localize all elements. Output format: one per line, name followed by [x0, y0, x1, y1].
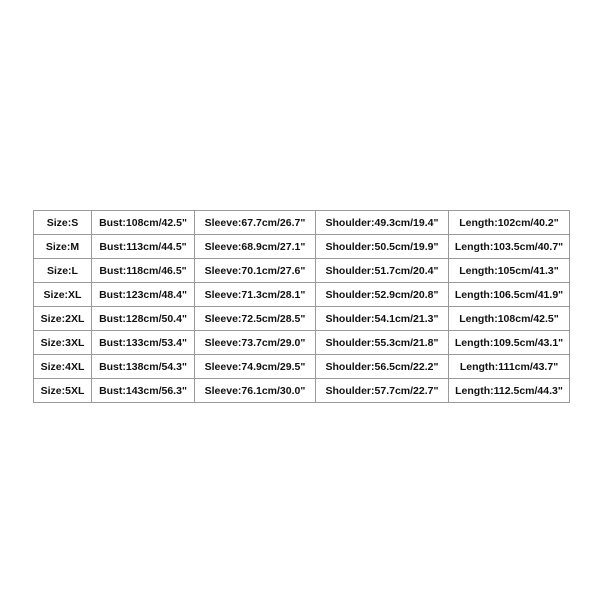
length-cell: Length:105cm/41.3" [449, 259, 570, 283]
table-row [34, 259, 570, 283]
sleeve-cell: Sleeve:67.7cm/26.7" [195, 211, 316, 235]
sleeve-cell: Sleeve:70.1cm/27.6" [195, 259, 316, 283]
bust-cell: Bust:113cm/44.5" [92, 235, 195, 259]
sleeve-cell: Sleeve:72.5cm/28.5" [195, 307, 316, 331]
shoulder-cell: Shoulder:54.1cm/21.3" [316, 307, 449, 331]
size-cell: Size:XL [34, 283, 92, 307]
bust-cell: Bust:143cm/56.3" [92, 379, 195, 403]
sleeve-cell: Sleeve:73.7cm/29.0" [195, 331, 316, 355]
length-cell: Length:102cm/40.2" [449, 211, 570, 235]
table-row [34, 307, 570, 331]
size-cell: Size:M [34, 235, 92, 259]
shoulder-cell: Shoulder:51.7cm/20.4" [316, 259, 449, 283]
length-cell: Length:108cm/42.5" [449, 307, 570, 331]
table-row [34, 355, 570, 379]
shoulder-cell: Shoulder:57.7cm/22.7" [316, 379, 449, 403]
shoulder-cell: Shoulder:56.5cm/22.2" [316, 355, 449, 379]
size-cell: Size:3XL [34, 331, 92, 355]
shoulder-cell: Shoulder:49.3cm/19.4" [316, 211, 449, 235]
table-row [34, 331, 570, 355]
shoulder-cell: Shoulder:55.3cm/21.8" [316, 331, 449, 355]
sleeve-cell: Sleeve:76.1cm/30.0" [195, 379, 316, 403]
size-cell: Size:S [34, 211, 92, 235]
length-cell: Length:106.5cm/41.9" [449, 283, 570, 307]
size-cell: Size:2XL [34, 307, 92, 331]
size-chart-table [33, 210, 570, 403]
table-row [34, 283, 570, 307]
bust-cell: Bust:123cm/48.4" [92, 283, 195, 307]
table-row [34, 235, 570, 259]
table-row [34, 379, 570, 403]
size-cell: Size:4XL [34, 355, 92, 379]
length-cell: Length:103.5cm/40.7" [449, 235, 570, 259]
sleeve-cell: Sleeve:71.3cm/28.1" [195, 283, 316, 307]
bust-cell: Bust:108cm/42.5" [92, 211, 195, 235]
sleeve-cell: Sleeve:68.9cm/27.1" [195, 235, 316, 259]
size-cell: Size:5XL [34, 379, 92, 403]
bust-cell: Bust:118cm/46.5" [92, 259, 195, 283]
shoulder-cell: Shoulder:50.5cm/19.9" [316, 235, 449, 259]
bust-cell: Bust:133cm/53.4" [92, 331, 195, 355]
table-row [34, 211, 570, 235]
length-cell: Length:109.5cm/43.1" [449, 331, 570, 355]
length-cell: Length:112.5cm/44.3" [449, 379, 570, 403]
length-cell: Length:111cm/43.7" [449, 355, 570, 379]
bust-cell: Bust:138cm/54.3" [92, 355, 195, 379]
shoulder-cell: Shoulder:52.9cm/20.8" [316, 283, 449, 307]
sleeve-cell: Sleeve:74.9cm/29.5" [195, 355, 316, 379]
bust-cell: Bust:128cm/50.4" [92, 307, 195, 331]
size-cell: Size:L [34, 259, 92, 283]
